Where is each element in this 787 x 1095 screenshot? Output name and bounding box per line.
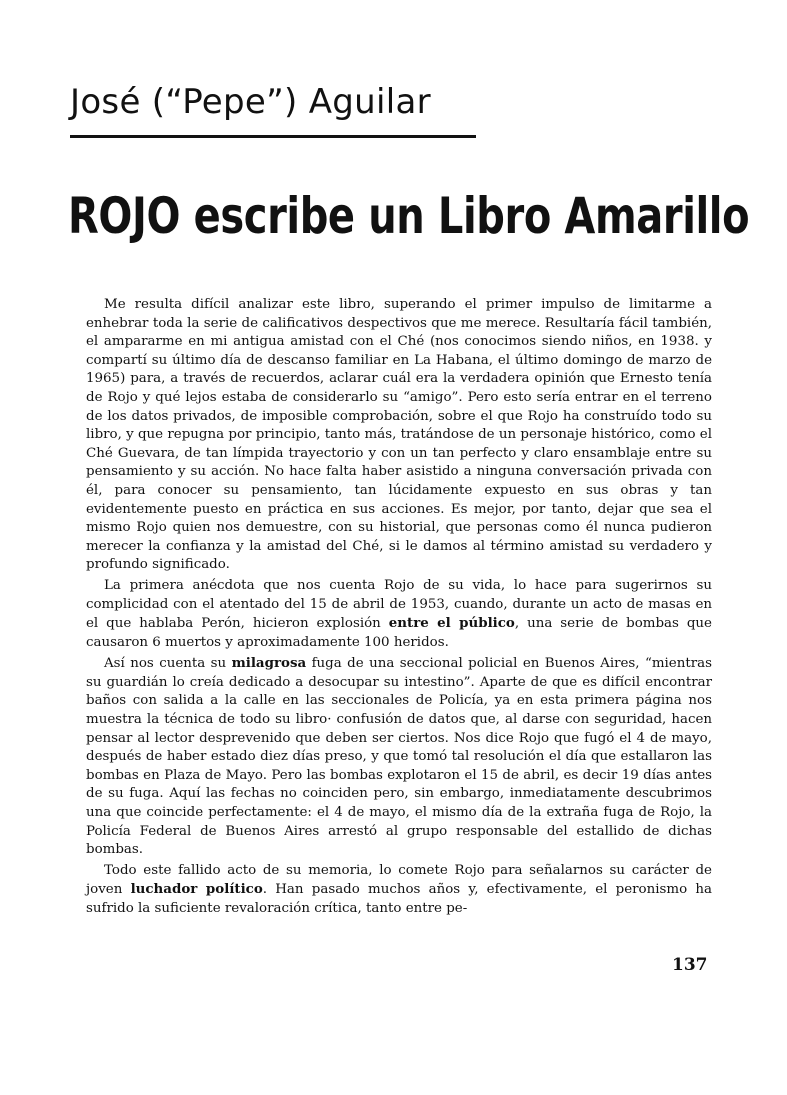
text-run: Todo este fallido acto de su memoria, lo comete Rojo para señalarnos su carácter de joven <box>86 862 712 898</box>
paragraph <box>86 296 712 575</box>
text-run: Así nos cuenta su <box>104 656 232 672</box>
paragraph <box>86 862 712 919</box>
article-body <box>86 296 712 921</box>
paragraph <box>86 577 712 652</box>
text-run: fuga de una seccional policial en Buenos Aires, “mientras su guardián lo creía dedicado a desocupar su intestino”. Aparte de que es difícil encontrar baños con salida a la calle en las seccionales de Policía, ya en esta primera página nos muestra la técnica de todo su libro· confusión de datos que, al darse con seguridad, hacen pensar al lector desprevenido que deben ser ciertos. Nos dice Rojo que fugó el 4 de mayo, después de haber estado diez días preso, y que tomó tal resolución el día que estallaron las bombas en Plaza de Mayo. Pero las bombas explotaron el 15 de abril, es decir 19 días antes de su fuga. Aquí las fechas no coinciden pero, sin embargo, inmediatamente descubrimos una que coincide perfectamente: el 4 de mayo, el mismo día de la extraña fuga de Rojo, la Policía Federal de Buenos Aires arrestó al grupo responsable del estallido de dichas bombas. <box>86 656 712 858</box>
article-title: ROJO escribe un Libro Amarillo <box>68 187 750 245</box>
author-underline <box>70 135 476 138</box>
author-heading: José (“Pepe”) Aguilar <box>70 82 431 122</box>
text-run: Me resulta difícil analizar este libro, superando el primer impulso de limitarme a enhebrar toda la serie de calificativos despectivos que me merece. Resultaría fácil también, el ampararme en mi antigua amistad con el Ché (nos conocimos siendo niños, en 1938. y compartí su último día de descanso familiar en La Habana, el último domingo de marzo de 1965) para, a través de recuerdos, aclarar cuál era la verdadera opinión que Ernesto tenía de Rojo y qué lejos estaba de considerarlo su “amigo”. Pero esto sería entrar en el terreno de los datos privados, de imposible comprobación, sobre el que Rojo ha construído todo su libro, y que repugna por principio, tanto más, tratándose de un personaje histórico, como el Ché Guevara, de tan límpida trayectorio y con un tan perfecto y claro ensamblaje entre su pensamiento y su acción. No hace falta haber asistido a ninguna conversación privada con él, para conocer su pensamiento, tan lúcidamente expuesto en sus obras y tan evidentemente puesto en práctica en sus acciones. Es mejor, por tanto, dejar que sea el mismo Rojo quien nos demuestre, con su historial, que personas como él nunca pudieron merecer la confianza y la amistad del Ché, si le damos al término amistad su verdadero y profundo significado. <box>86 297 712 573</box>
page-number: 137 <box>672 955 708 975</box>
bold-text-run: luchador político <box>130 881 263 898</box>
text-run: , una serie de bombas que causaron 6 muertos y aproximadamente 100 heridos. <box>86 616 712 650</box>
bold-text-run: milagrosa <box>231 655 307 672</box>
paragraph <box>86 654 712 860</box>
bold-text-run: entre el público <box>388 615 515 632</box>
text-run: . Han pasado muchos años y, efectivamente, el peronismo ha sufrido la suficiente revaloración crítica, tanto entre pe- <box>86 882 712 916</box>
text-run: La primera anécdota que nos cuenta Rojo de su vida, lo hace para sugerirnos su complicidad con el atentado del 15 de abril de 1953, cuando, durante un acto de masas en el que hablaba Perón, hicieron explosión <box>86 577 712 632</box>
